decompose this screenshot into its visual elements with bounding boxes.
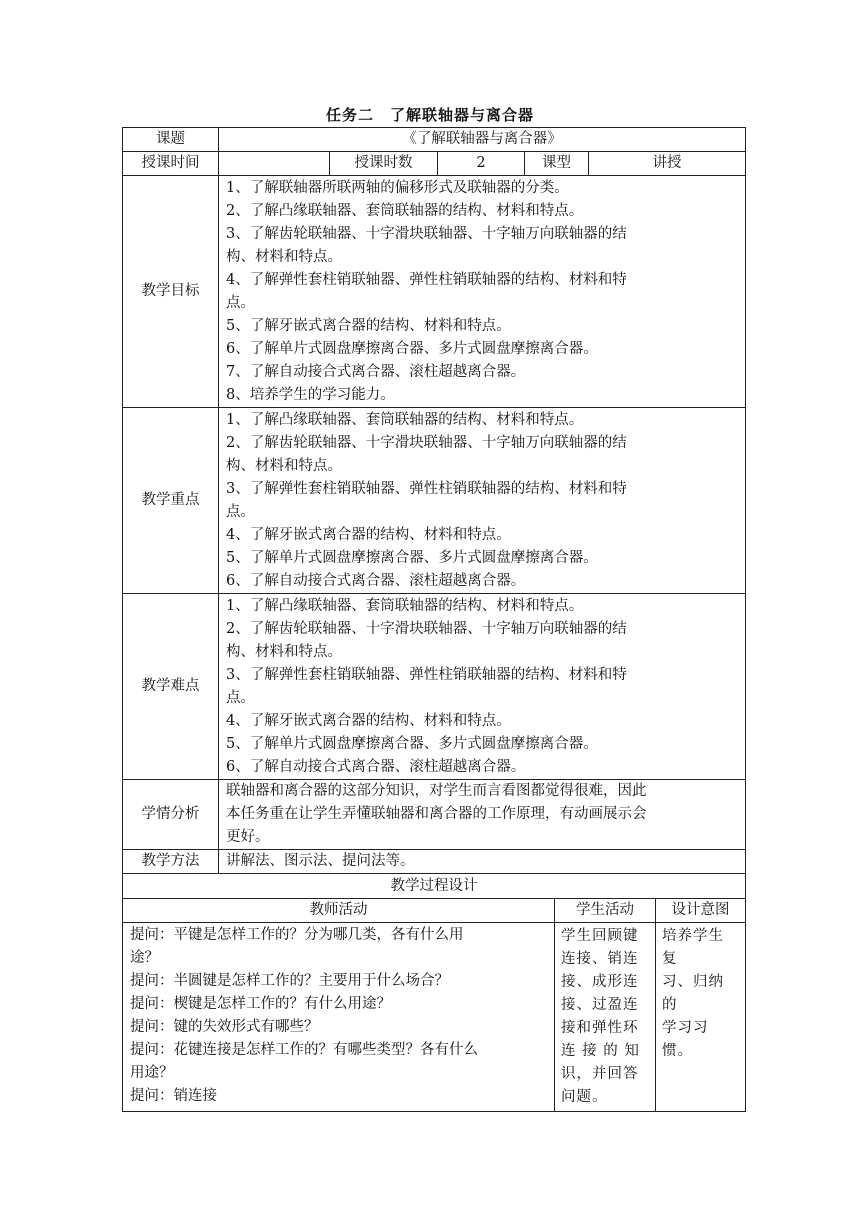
teacher-line: 提问：键的失效形式有哪些？ bbox=[130, 1019, 319, 1035]
key-point-line: 3、了解弹性套柱销联轴器、弹性柱销联轴器的结构、材料和特 bbox=[226, 480, 627, 497]
course-label: 课题 bbox=[123, 128, 219, 152]
lesson-plan-table bbox=[122, 127, 746, 1112]
objective-line: 2、了解凸缘联轴器、套筒联轴器的结构、材料和特点。 bbox=[226, 202, 584, 219]
key-point-line: 5、了解单片式圆盘摩擦离合器、多片式圆盘摩擦离合器。 bbox=[226, 549, 598, 566]
process-heading: 教学过程设计 bbox=[123, 874, 746, 899]
student-line: 学生回顾键 bbox=[561, 928, 639, 944]
time-value bbox=[219, 152, 330, 176]
teacher-line: 提问：花键连接是怎样工作的？有哪些类型？各有什么 bbox=[130, 1042, 478, 1058]
teacher-line: 途？ bbox=[130, 950, 159, 966]
objective-line: 构、材料和特点。 bbox=[226, 248, 342, 265]
objective-line: 3、了解齿轮联轴器、十字滑块联轴器、十字轴万向联轴器的结 bbox=[226, 225, 627, 242]
key-point-line: 点。 bbox=[226, 503, 255, 520]
analysis-content bbox=[219, 780, 746, 850]
objectives-content bbox=[219, 176, 746, 408]
difficulties-label: 教学难点 bbox=[123, 594, 219, 780]
teacher-line: 提问：楔键是怎样工作的？有什么用途？ bbox=[130, 996, 391, 1012]
key-point-line: 6、了解自动接合式离合器、滚柱超越离合器。 bbox=[226, 572, 526, 589]
objectives-label: 教学目标 bbox=[123, 176, 219, 408]
intent-line: 习、归纳的 bbox=[662, 974, 724, 1013]
teacher-line: 提问：销连接 bbox=[130, 1088, 217, 1104]
student-activity-content bbox=[555, 923, 656, 1112]
objective-line: 点。 bbox=[226, 294, 255, 311]
design-intent-content bbox=[656, 923, 746, 1112]
difficulty-line: 2、了解齿轮联轴器、十字滑块联轴器、十字轴万向联轴器的结 bbox=[226, 620, 627, 637]
teacher-activity-header: 教师活动 bbox=[123, 899, 555, 923]
key-point-line: 4、了解牙嵌式离合器的结构、材料和特点。 bbox=[226, 526, 511, 543]
student-line: 连 接 的 知 bbox=[561, 1043, 640, 1059]
key-point-line: 2、了解齿轮联轴器、十字滑块联轴器、十字轴万向联轴器的结 bbox=[226, 434, 627, 451]
hours-label: 授课时数 bbox=[330, 152, 438, 176]
method-label: 教学方法 bbox=[123, 850, 219, 874]
difficulty-line: 4、了解牙嵌式离合器的结构、材料和特点。 bbox=[226, 712, 511, 729]
intent-line: 学习习惯。 bbox=[662, 1020, 709, 1059]
time-label: 授课时间 bbox=[123, 152, 219, 176]
student-line: 接和弹性环 bbox=[561, 1020, 639, 1036]
teacher-activity-content bbox=[123, 923, 555, 1112]
objective-line: 7、了解自动接合式离合器、滚柱超越离合器。 bbox=[226, 363, 526, 380]
student-activity-header: 学生活动 bbox=[555, 899, 656, 923]
analysis-line: 本任务重在让学生弄懂联轴器和离合器的工作原理，有动画展示会 bbox=[226, 806, 647, 822]
key-points-label: 教学重点 bbox=[123, 408, 219, 594]
difficulty-line: 1、了解凸缘联轴器、套筒联轴器的结构、材料和特点。 bbox=[226, 597, 584, 614]
difficulty-line: 5、了解单片式圆盘摩擦离合器、多片式圆盘摩擦离合器。 bbox=[226, 735, 598, 752]
document-title: 任务二 了解联轴器与离合器 bbox=[325, 106, 534, 124]
difficulties-content bbox=[219, 594, 746, 780]
analysis-label: 学情分析 bbox=[123, 780, 219, 850]
key-points-content bbox=[219, 408, 746, 594]
objective-line: 6、了解单片式圆盘摩擦离合器、多片式圆盘摩擦离合器。 bbox=[226, 340, 598, 357]
objective-line: 1、了解联轴器所联两轴的偏移形式及联轴器的分类。 bbox=[226, 179, 569, 196]
teacher-line: 提问：半圆键是怎样工作的？主要用于什么场合？ bbox=[130, 973, 449, 989]
design-intent-header: 设计意图 bbox=[656, 899, 746, 923]
student-line: 接、过盈连 bbox=[561, 997, 639, 1013]
analysis-line: 联轴器和离合器的这部分知识，对学生而言看图都觉得很难，因此 bbox=[226, 783, 647, 799]
difficulty-line: 点。 bbox=[226, 689, 255, 706]
student-line: 连接、销连 bbox=[561, 951, 639, 967]
student-line: 问题。 bbox=[561, 1089, 608, 1105]
objective-line: 8、培养学生的学习能力。 bbox=[226, 386, 395, 403]
key-point-line: 构、材料和特点。 bbox=[226, 457, 342, 474]
analysis-line: 更好。 bbox=[226, 829, 270, 845]
course-value: 《了解联轴器与离合器》 bbox=[219, 128, 746, 152]
type-value: 讲授 bbox=[589, 152, 746, 176]
key-point-line: 1、了解凸缘联轴器、套筒联轴器的结构、材料和特点。 bbox=[226, 411, 584, 428]
teacher-line: 提问：平键是怎样工作的？分为哪几类，各有什么用 bbox=[130, 927, 464, 943]
intent-line: 培养学生复 bbox=[662, 928, 724, 967]
method-value: 讲解法、图示法、提问法等。 bbox=[219, 850, 746, 874]
type-label: 课型 bbox=[525, 152, 589, 176]
student-line: 识，并回答 bbox=[561, 1066, 639, 1082]
objective-line: 4、了解弹性套柱销联轴器、弹性柱销联轴器的结构、材料和特 bbox=[226, 271, 627, 288]
hours-value: 2 bbox=[438, 152, 525, 176]
objective-line: 5、了解牙嵌式离合器的结构、材料和特点。 bbox=[226, 317, 511, 334]
difficulty-line: 6、了解自动接合式离合器、滚柱超越离合器。 bbox=[226, 758, 526, 775]
difficulty-line: 构、材料和特点。 bbox=[226, 643, 342, 660]
difficulty-line: 3、了解弹性套柱销联轴器、弹性柱销联轴器的结构、材料和特 bbox=[226, 666, 627, 683]
teacher-line: 用途？ bbox=[130, 1065, 174, 1081]
student-line: 接、成形连 bbox=[561, 974, 639, 990]
